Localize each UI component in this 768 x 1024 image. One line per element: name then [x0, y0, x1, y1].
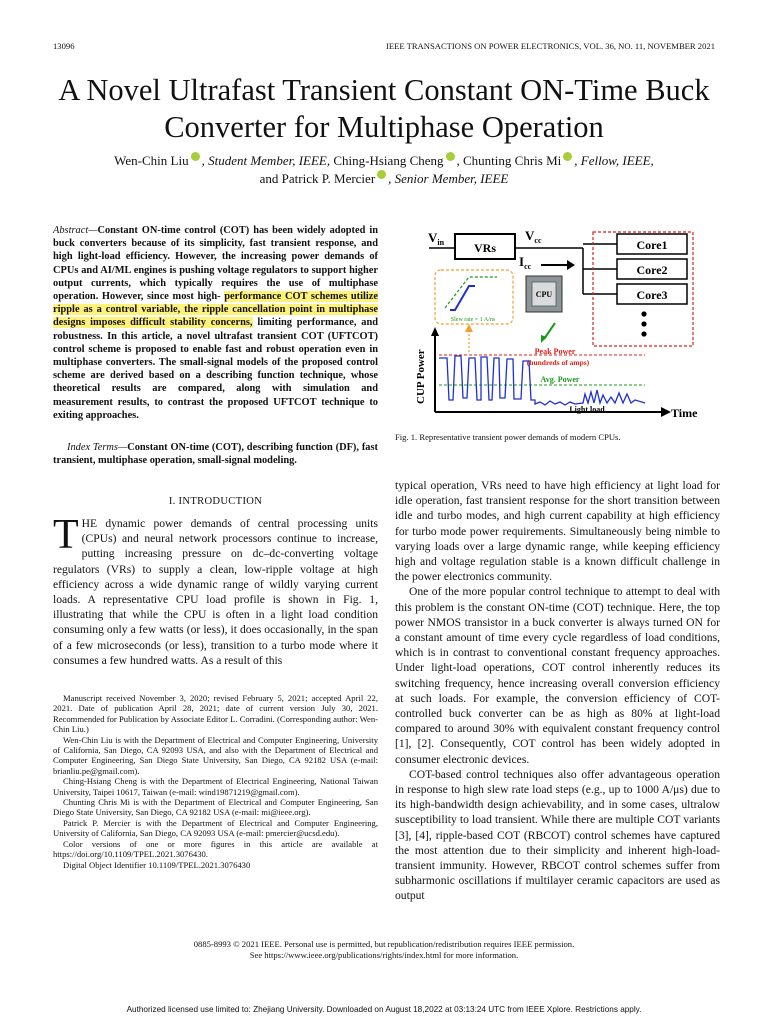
x-axis-label: Time: [671, 406, 698, 420]
index-terms: [53, 441, 378, 467]
abstract: [53, 224, 378, 422]
right-column-text: [395, 478, 720, 904]
ellipsis-dot: [641, 321, 646, 326]
footnote: Digital Object Identifier 10.1109/TPEL.2021.3076430: [63, 859, 251, 870]
license-notice: Authorized licensed use limited to: Zhejiang University. Downloaded on August 18,2022 at 03:13:24 UTC from IEEE Xplore. Restrictions apply.: [126, 1005, 642, 1014]
footnote: Chunting Chris Mi is with the Department of Electrical and Computer Engineering, San Diego State University, San Diego, CA 92182 USA (e-mail: mi@ieee.org).: [53, 797, 378, 818]
y-axis-label: CUP Power: [415, 349, 427, 404]
author-separator: ,: [456, 153, 460, 168]
core1-label: Core1: [636, 238, 668, 252]
footnote: Ching-Hsiang Cheng is with the Department of Electrical Engineering, National Taiwan University, Taipei 10617, Taiwan (e-mail: wind19871219@gmail.com).: [53, 776, 378, 797]
copyright-line: See https://www.ieee.org/publications/rights/index.html for more information.: [249, 950, 519, 960]
footnote: Patrick P. Mercier is with the Department of Electrical and Computer Engineering, University of California, San Diego, CA 92093 USA (e-mail: pmercier@ucsd.edu).: [53, 817, 378, 839]
paper-title: [0, 72, 768, 146]
cpu-label: CPU: [535, 290, 553, 299]
author-membership: , Senior Member, IEEE: [388, 171, 509, 186]
ellipsis-dot: [641, 311, 646, 316]
abstract-text: Constant ON-time control (COT) has been widely adopted in buck converters because of its simplicity, fast transient response, and high light-load efficiency. However, the increasing power demands of CPUs and AI/ML engines is pushing voltage regulators to support higher output currents, which typically requires the use of multiphase operation. However, since most high-: [53, 225, 378, 303]
figure-caption: Fig. 1. Representative transient power demands of modern CPUs.: [395, 432, 621, 442]
copyright-notice: [0, 939, 768, 961]
section-heading: I. INTRODUCTION: [168, 496, 263, 507]
intro-paragraph: HE dynamic power demands of central processing units (CPUs) and neural network processors continue to increase, putting increasing pressure on dc–dc-converting voltage regulators (VRs) to supply a clean, low-ripple voltage at high efficiency across a wide dynamic range of wildly varying current loads. A representative CPU load profile is shown in Fig. 1, illustrating that while the CPU is often in a light load condition consuming only a few watts (or less), it does occasionally, in the span of a few microseconds (or less), transition to a turbo mode where it consumes a few hundred watts. As a result of this: [53, 517, 378, 667]
page-number: 13096: [53, 41, 75, 51]
icc-label: $I_{cc}$: [519, 254, 532, 271]
ellipsis-dot: [641, 331, 646, 336]
orcid-icon[interactable]: [377, 170, 386, 179]
copyright-line: 0885-8993 © 2021 IEEE. Personal use is permitted, but republication/redistribution requires IEEE permission.: [193, 939, 575, 949]
peak-power-label: Peak Power: [534, 347, 576, 356]
vin-label: $V_{in}$: [428, 230, 445, 247]
author-name: and Patrick P. Mercier: [259, 171, 376, 186]
footnote: Color versions of one or more figures in this article are available at https://doi.org/10.1109/TPEL.2021.3076430.: [53, 838, 378, 860]
footnote: Wen-Chin Liu is with the Department of Electrical and Computer Engineering, University of California, San Diego, CA 92093 USA, and also with the Department of Electrical and Computer Engineering, San Diego State University, San Diego, CA 92182 USA (e-mail: brianliu.pe@gmail.com).: [53, 734, 378, 776]
title-line-1: A Novel Ultrafast Transient Constant ON-Time Buck: [58, 73, 710, 107]
highlighted-text: performance COT schemes utilize ripple as a control variable, the ripple cancellation point in multiphase designs imposes difficult stability concerns,: [53, 291, 379, 329]
author-name: Ching-Hsiang Cheng: [333, 153, 444, 168]
figure-1: [395, 222, 715, 422]
introduction-text: [53, 512, 378, 668]
footnote: Manuscript received November 3, 2020; revised February 5, 2021; accepted April 22, 2021. Date of publication April 28, 2021; date of current version July 30, 2021. Recommended for Publication by Associate Editor L. Corradini. (Corresponding author: Wen-Chin Liu.): [53, 693, 378, 735]
orcid-icon[interactable]: [563, 152, 572, 161]
orcid-icon[interactable]: [191, 152, 200, 161]
index-terms-text: Constant ON-time (COT), describing function (DF), fast transient, multiphase operation, small-signal modeling.: [53, 442, 378, 467]
index-terms-label: Index Terms—: [67, 442, 128, 453]
author-membership: , Student Member, IEEE,: [201, 153, 331, 168]
body-paragraph: COT-based control techniques also offer advantageous operation in response to high slew rate load steps (e.g., up to 1000 A/μs) due to its high-bandwidth design achievability, and in some cases, ultralow susceptibility to load transient. While there are multiple COT variants [3], [4], ripple-based COT (RBCOT) control schemes have captured the most attention due to their simplicity and inherent high-load-transient immunity. However, RBCOT control schemes suffer from subharmonic oscillations if multilayer ceramic capacitors are used as output: [395, 767, 720, 903]
abstract-text: limiting performance, and robustness. In this article, a novel ultrafast transient COT (UFTCOT) control scheme is proposed to enable fast and robust operation even in multiphase converters. The small-signal models of the proposed control scheme are derived based on a describing function technique, whose theoretical results are compared, along with simulation and measurement results, to contrast the proposed UFTCOT technique to exiting approaches.: [53, 317, 379, 421]
author-name: Wen-Chin Liu: [114, 153, 189, 168]
vcc-label: $V_{cc}$: [525, 228, 542, 245]
body-paragraph: One of the more popular control technique to attempt to deal with this problem is the constant ON-time (COT) technique. Here, the top power NMOS transistor in a buck converter is always turned ON for a constant amount of time every cycle regardless of load conditions, which is in contrast to conventional constant frequency approaches. Under light-load operations, COT control inherently reduces its switching frequency, hence increasing overall conversion efficiency at such loads. For example, the conversion efficiency of COT-controlled buck converter can be as high as 80% at light-load compared to around 30% with equivalent constant frequency control [1], [2]. Consequently, COT control has been widely adopted in consumer electronic devices.: [395, 585, 720, 766]
avg-power-label: Avg. Power: [540, 375, 580, 384]
core2-label: Core2: [636, 263, 668, 277]
journal-header: IEEE TRANSACTIONS ON POWER ELECTRONICS, VOL. 36, NO. 11, NOVEMBER 2021: [385, 41, 715, 51]
author-membership: , Fellow, IEEE,: [574, 153, 654, 168]
abstract-label: Abstract—: [53, 225, 98, 236]
body-paragraph: typical operation, VRs need to have high efficiency at light load for idle operation, fast transient response for the short transition between idle and turbo modes, and high current capability at high efficiency for turbo mode power requirements. Simultaneously being nimble to varying loads over a large dynamic range, while keeping efficiency high and voltage regulation stable is a known difficult challenge in the power electronics community.: [395, 479, 720, 584]
author-name: Chunting Chris Mi: [463, 153, 562, 168]
author-list: [0, 152, 768, 188]
slew-rate-label: Slew rate = 1 A/ns: [450, 317, 496, 323]
peak-power-sublabel: (hundreds of amps): [526, 358, 590, 367]
title-line-2: Converter for Multiphase Operation: [164, 110, 604, 144]
drop-cap: T: [53, 512, 79, 558]
orcid-icon[interactable]: [446, 152, 455, 161]
vrs-label: VRs: [473, 241, 497, 255]
core3-label: Core3: [636, 288, 668, 302]
slew-rate-inset: [435, 270, 513, 324]
light-load-label: Light load: [569, 405, 605, 414]
footnotes: [53, 693, 378, 870]
